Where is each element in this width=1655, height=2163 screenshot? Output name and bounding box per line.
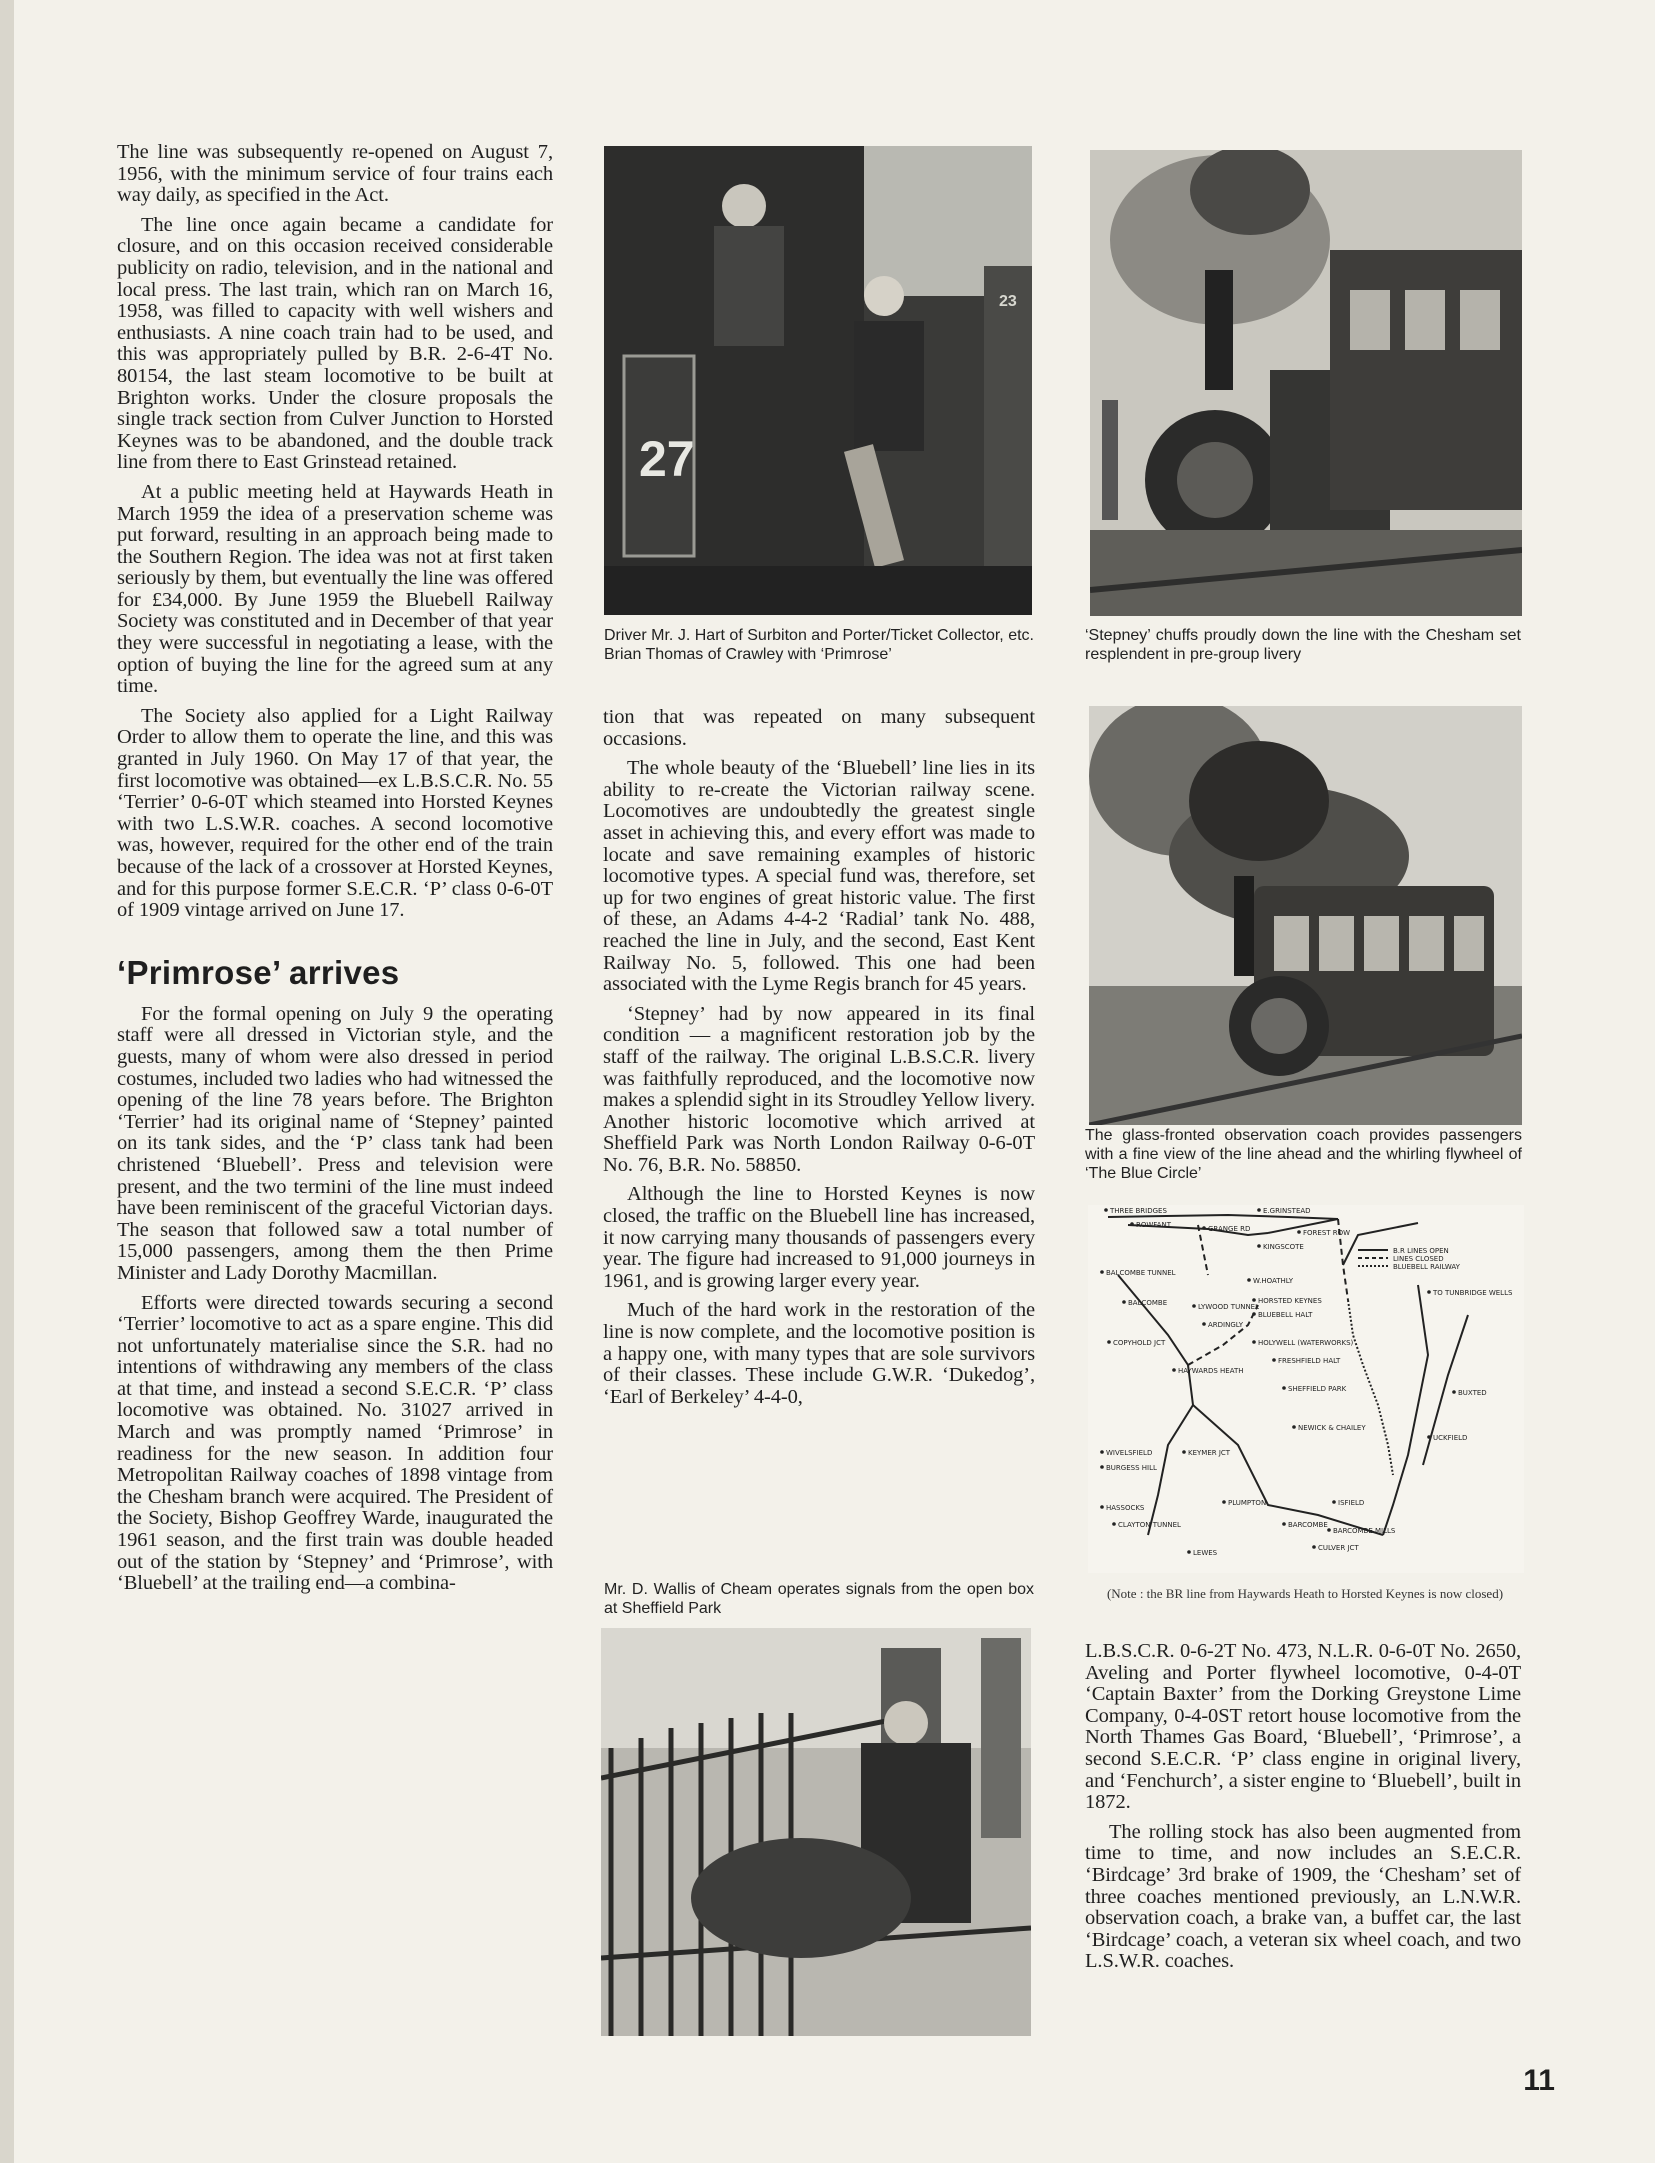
map-station-label: BURGESS HILL (1106, 1464, 1157, 1472)
map-station-label: BALCOMBE (1128, 1299, 1168, 1307)
paragraph: ‘Stepney’ had by now appeared in its final condition — a magnificent restoration job by the staff of the railway. The original L.B.S.C.R. livery was faithfully reproduced, and the locomotive now makes a splendid sight in its Stroudley Yellow livery. Another historic locomotive which arrived at Sheffield Park was North London Railway 0-6-0T No. 76, B.R. No. 58850. (603, 1002, 1035, 1176)
route-map-drawing (1088, 1205, 1524, 1573)
map-station-label: HASSOCKS (1106, 1504, 1145, 1512)
paragraph: The rolling stock has also been augmented from time to time, and now includes an S.E.C.R. ‘Birdcage’ 3rd brake of 1909, the ‘Chesham’ set of three coaches mentioned previously, an L.N.W.R. observation coach, a brake van, a buffet car, the last ‘Birdcage’ coach, a veteran six wheel coach, and two L.S.W.R. coaches. (1085, 1820, 1521, 1973)
map-station-marker (1172, 1368, 1176, 1372)
map-station-label: HORSTED KEYNES (1258, 1297, 1322, 1305)
map-station-label: ARDINGLY (1208, 1321, 1244, 1329)
map-station-label: GRANGE RD (1208, 1225, 1251, 1233)
map-station-marker (1100, 1450, 1104, 1454)
map-station-marker (1452, 1390, 1456, 1394)
map-station-marker (1252, 1340, 1256, 1344)
map-station-label: FOREST ROW (1303, 1229, 1351, 1237)
map-station-marker (1202, 1226, 1206, 1230)
paragraph: Although the line to Horsted Keynes is now closed, the traffic on the Bluebell line has increased, it now carrying many thousands of passengers every year. The figure had increased to 91,000 journeys in 1961, and is growing larger every year. (603, 1183, 1035, 1292)
map-station-marker (1272, 1358, 1276, 1362)
map-station-marker (1427, 1290, 1431, 1294)
photo-observation-coach (1089, 706, 1522, 1125)
map-station-label: KEYMER JCT (1188, 1449, 1231, 1457)
map-station-marker (1427, 1435, 1431, 1439)
map-station-label: SHEFFIELD PARK (1288, 1385, 1347, 1393)
paragraph: The line was subsequently re-opened on August 7, 1956, with the minimum service of four trains each way daily, as specified in the Act. (117, 141, 553, 207)
photo-stepney-train-image (1090, 150, 1522, 616)
paragraph: For the formal opening on July 9 the operating staff were all dressed in Victorian style, and the guests, many of whom were also dressed in period costumes, included two ladies who had witnessed the opening of the line 78 years before. The Brighton ‘Terrier’ had its original name of ‘Stepney’ painted on its tank sides, and the ‘P’ class tank had been christened ‘Bluebell’. Press and television were present, and the two termini of the line must indeed have been reminiscent of the graceful Victorian days. The season that followed saw a total number of 15,000 passengers, among them the then Prime Minister and Lady Dorothy Macmillan. (117, 1002, 553, 1284)
svg-text:23: 23 (999, 293, 1017, 310)
page-number: 11 (1523, 2064, 1555, 2097)
paragraph: The whole beauty of the ‘Bluebell’ line lies in its ability to re-create the Victorian railway scene. Locomotives are undoubtedly the greatest single asset in achieving this, and every effort was made to locate and save remaining examples of historic locomotive types. A special fund was, therefore, set up for two engines of great historic value. The first of these, an Adams 4-4-2 ‘Radial’ tank No. 488, reached the line in July, and the second, East Kent Railway No. 5, followed. This one had been associated with the Lyme Regis branch for 45 years. (603, 757, 1035, 996)
map-station-marker (1112, 1522, 1116, 1526)
map-station-marker (1252, 1298, 1256, 1302)
paragraph: The Society also applied for a Light Railway Order to allow them to operate the line, and this was granted in July 1960. On May 17 of that year, the first locomotive was obtained—ex L.B.S.C.R. No. 55 ‘Terrier’ 0-6-0T which steamed into Horsted Keynes with two L.S.W.R. coaches. A second locomotive was, however, required for the other end of the train because of the lack of a crossover at Horsted Keynes, and for this purpose former S.E.C.R. ‘P’ class 0-6-0T of 1909 vintage arrived on June 17. (117, 704, 553, 922)
paragraph: tion that was repeated on many subsequent occasions. (603, 706, 1035, 750)
photo-driver-porter-image (604, 146, 1032, 615)
map-station-label: ROWFANT (1136, 1221, 1171, 1229)
map-station-label: ISFIELD (1338, 1499, 1365, 1507)
map-station-label: HOLYWELL (WATERWORKS) (1258, 1339, 1354, 1347)
map-station-label: BLUEBELL HALT (1258, 1311, 1313, 1319)
photo-caption: ‘Stepney’ chuffs proudly down the line with the Chesham set resplendent in pre-group livery (1085, 627, 1521, 663)
paragraph: At a public meeting held at Haywards Heath in March 1959 the idea of a preservation scheme was put forward, resulting in an approach being made to the Southern Region. The idea was not at first taken seriously by them, but eventually the line was offered for £34,000. By June 1959 the Bluebell Railway Society was constituted and in December of that year they were successful in negotiating a lease, with the option of buying the line for the agreed sum at any time. (117, 480, 553, 698)
map-station-marker (1312, 1545, 1316, 1549)
column-right (1085, 1641, 1521, 1981)
map-station-marker (1104, 1208, 1108, 1212)
map-station-marker (1100, 1270, 1104, 1274)
map-station-marker (1257, 1208, 1261, 1212)
column-left (117, 142, 553, 1603)
photo-signal-box (601, 1628, 1031, 2036)
map-station-label: E.GRINSTEAD (1263, 1207, 1311, 1215)
map-station-marker (1192, 1304, 1196, 1308)
map-station-marker (1100, 1465, 1104, 1469)
map-station-label: WIVELSFIELD (1106, 1449, 1153, 1457)
section-heading: ‘Primrose’ arrives (117, 953, 400, 991)
photo-driver-porter (604, 146, 1032, 615)
map-station-label: CLAYTON TUNNEL (1118, 1521, 1181, 1529)
map-station-marker (1182, 1450, 1186, 1454)
page-edge (0, 0, 14, 2163)
map-station-marker (1187, 1550, 1191, 1554)
paragraph: L.B.S.C.R. 0-6-2T No. 473, N.L.R. 0-6-0T No. 2650, Aveling and Porter flywheel locomotive, 0-4-0T ‘Captain Baxter’ from the Dorking Greystone Lime Company, 0-4-0ST retort house locomotive from the North Thames Gas Board, ‘Bluebell’, ‘Primrose’, a second S.E.C.R. ‘P’ class engine in original livery, and ‘Fenchurch’, a sister engine to ‘Bluebell’, built in 1872. (1085, 1640, 1521, 1814)
map-station-label: COPYHOLD JCT (1113, 1339, 1166, 1347)
map-station-marker (1257, 1244, 1261, 1248)
map-station-marker (1222, 1500, 1226, 1504)
map-station-label: BUXTED (1458, 1389, 1487, 1397)
map-station-label: UCKFIELD (1433, 1434, 1468, 1442)
map-station-label: BARCOMBE (1288, 1521, 1328, 1529)
map-station-label: BALCOMBE TUNNEL (1106, 1269, 1176, 1277)
map-station-marker (1202, 1322, 1206, 1326)
photo-caption: Driver Mr. J. Hart of Surbiton and Porter/Ticket Collector, etc. Brian Thomas of Crawley with ‘Primrose’ (604, 627, 1034, 663)
map-station-label: CULVER JCT (1318, 1544, 1359, 1552)
map-station-marker (1282, 1386, 1286, 1390)
svg-text:B.R LINES OPEN: B.R LINES OPEN (1393, 1247, 1449, 1255)
svg-text:LINES CLOSED: LINES CLOSED (1393, 1255, 1444, 1263)
map-station-label: PLUMPTON (1228, 1499, 1267, 1507)
map-note: (Note : the BR line from Haywards Heath to Horsted Keynes is now closed) (1106, 1586, 1504, 1601)
map-station-label: TO TUNBRIDGE WELLS (1433, 1289, 1513, 1297)
map-station-marker (1247, 1278, 1251, 1282)
photo-caption: Mr. D. Wallis of Cheam operates signals from the open box at Sheffield Park (604, 1581, 1034, 1617)
map-station-label: NEWICK & CHAILEY (1298, 1424, 1366, 1432)
map-station-marker (1292, 1425, 1296, 1429)
map-station-label: BARCOMBE MILLS (1333, 1527, 1396, 1535)
photo-signal-box-image (601, 1628, 1031, 2036)
paragraph: The line once again became a candidate for closure, and on this occasion received considerable publicity on radio, television, and in the national and local press. The last train, which ran on March 16, 1958, was filled to capacity with well wishers and enthusiasts. A nine coach train had to be used, and this was appropriately pulled by B.R. 2-6-4T No. 80154, the last steam locomotive to be built at Brighton works. Under the closure proposals the single track section from Culver Junction to Horsted Keynes was to be abandoned, and the double track line from there to East Grinstead retained. (117, 213, 553, 474)
map-station-marker (1252, 1312, 1256, 1316)
svg-text:BLUEBELL RAILWAY: BLUEBELL RAILWAY (1393, 1263, 1460, 1271)
photo-stepney-train (1090, 150, 1522, 616)
map-station-marker (1107, 1340, 1111, 1344)
map-station-label: FRESHFIELD HALT (1278, 1357, 1341, 1365)
paragraph: Much of the hard work in the restoration of the line is now complete, and the locomotive position is a happy one, with many types that are sole survivors of their classes. These include G.W.R. ‘Dukedog’, ‘Earl of Berkeley’ 4-4-0, (603, 1299, 1035, 1408)
map-station-marker (1122, 1300, 1126, 1304)
column-middle (603, 707, 1035, 1416)
photo-observation-coach-image (1089, 706, 1522, 1125)
map-station-label: HAYWARDS HEATH (1178, 1367, 1244, 1375)
map-station-label: LYWOOD TUNNEL (1198, 1303, 1259, 1311)
map-station-label: THREE BRIDGES (1110, 1207, 1167, 1215)
paragraph: Efforts were directed towards securing a second ‘Terrier’ locomotive to act as a spare engine. This did not unfortunately materialise since the S.R. had no intentions of withdrawing any members of the class at that time, and instead a second S.E.C.R. ‘P’ class locomotive was obtained. No. 31027 arrived in March and was promptly named ‘Primrose’ in readiness for the new season. In addition four Metropolitan Railway coaches of 1898 vintage from the Chesham branch were acquired. The President of the Society, Bishop Geoffrey Warde, inaugurated the 1961 season, and the first train was double headed out of the station by ‘Stepney’ and ‘Primrose’, with ‘Bluebell’ at the trailing end—a combina- (117, 1291, 553, 1595)
map-station-marker (1282, 1522, 1286, 1526)
map-station-label: LEWES (1193, 1549, 1218, 1557)
map-station-label: W.HOATHLY (1253, 1277, 1294, 1285)
map-station-marker (1327, 1528, 1331, 1532)
route-map (1088, 1205, 1524, 1573)
map-station-label: KINGSCOTE (1263, 1243, 1304, 1251)
map-station-marker (1130, 1222, 1134, 1226)
map-station-marker (1332, 1500, 1336, 1504)
photo-caption: The glass-fronted observation coach provides passengers with a fine view of the line ahead and the whirling flywheel of ‘The Blue Circle’ (1085, 1127, 1522, 1182)
map-station-marker (1100, 1505, 1104, 1509)
photo1-number: 27 (639, 431, 695, 487)
map-station-marker (1297, 1230, 1301, 1234)
